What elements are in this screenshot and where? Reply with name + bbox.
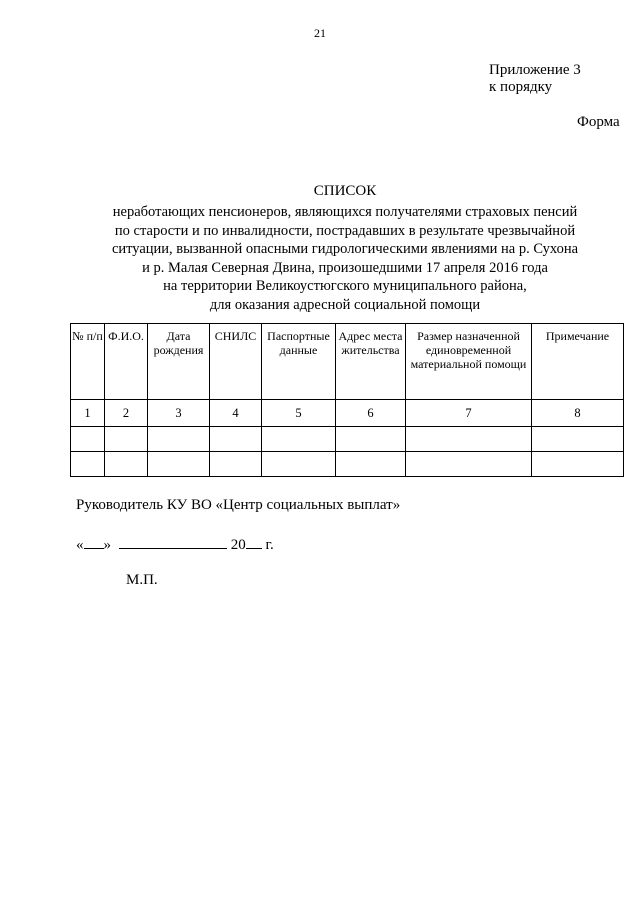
- table-cell: [105, 452, 148, 477]
- subtitle-line: для оказания адресной социальной помощи: [209, 296, 481, 313]
- table-cell: [336, 452, 406, 477]
- header-number: № п/п: [71, 324, 105, 400]
- head-signature-line: Руководитель КУ ВО «Центр социальных выплат»: [76, 497, 401, 513]
- page-number: 21: [314, 26, 326, 40]
- header-passport: Паспортные данные: [262, 324, 336, 400]
- column-number: 8: [532, 400, 624, 427]
- table-cell: [71, 452, 105, 477]
- table-cell: [406, 427, 532, 452]
- year-blank: [246, 547, 262, 549]
- table-cell: [406, 452, 532, 477]
- header-note: Примечание: [532, 324, 624, 400]
- header-full-name: Ф.И.О.: [105, 324, 148, 400]
- document-title: СПИСОК: [313, 183, 377, 199]
- subtitle-line: на территории Великоустюгского муниципального района,: [163, 278, 527, 295]
- table-cell: [148, 427, 210, 452]
- year-prefix: 20: [230, 537, 246, 553]
- column-number: 5: [262, 400, 336, 427]
- table-column-numbers-row: [71, 400, 624, 427]
- appendix-line-2: к порядку: [489, 79, 553, 95]
- subtitle-line: ситуации, вызванной опасными гидрологическими явлениями на р. Сухона: [111, 241, 579, 258]
- header-aid-amount: Размер назначенной единовременной материальной помощи: [406, 324, 532, 400]
- column-number: 6: [336, 400, 406, 427]
- year-suffix: г.: [261, 537, 274, 553]
- header-snils: СНИЛС: [210, 324, 262, 400]
- header-birth-date: Дата рождения: [148, 324, 210, 400]
- document-subtitle: [0, 203, 640, 315]
- subtitle-line: по старости и по инвалидности, пострадавших в результате чрезвычайной: [114, 222, 576, 239]
- beneficiary-table: [70, 323, 624, 477]
- table-cell: [532, 452, 624, 477]
- subtitle-line: и р. Малая Северная Двина, произошедшими 17 апреля 2016 года: [142, 259, 548, 276]
- table-header-row: [71, 324, 624, 400]
- table-cell: [262, 452, 336, 477]
- month-blank: [119, 547, 227, 549]
- subtitle-line: неработающих пенсионеров, являющихся получателями страховых пенсий: [112, 204, 578, 220]
- form-label: Форма: [577, 114, 620, 130]
- header-address: Адрес места жительства: [336, 324, 406, 400]
- column-number: 3: [148, 400, 210, 427]
- table-cell: [148, 452, 210, 477]
- date-line: [76, 537, 274, 554]
- date-close-quote: »: [103, 537, 111, 553]
- table-cell: [210, 427, 262, 452]
- column-number: 1: [71, 400, 105, 427]
- appendix-label: [489, 62, 581, 96]
- table-cell: [262, 427, 336, 452]
- day-blank: [84, 547, 104, 549]
- table-cell: [71, 427, 105, 452]
- table-row: [71, 427, 624, 452]
- table-cell: [532, 427, 624, 452]
- column-number: 7: [406, 400, 532, 427]
- stamp-place-label: М.П.: [126, 572, 158, 588]
- table-cell: [210, 452, 262, 477]
- appendix-line-1: Приложение 3: [489, 62, 581, 78]
- column-number: 4: [210, 400, 262, 427]
- column-number: 2: [105, 400, 148, 427]
- table-row: [71, 452, 624, 477]
- table-cell: [105, 427, 148, 452]
- table-cell: [336, 427, 406, 452]
- date-open-quote: «: [76, 537, 84, 553]
